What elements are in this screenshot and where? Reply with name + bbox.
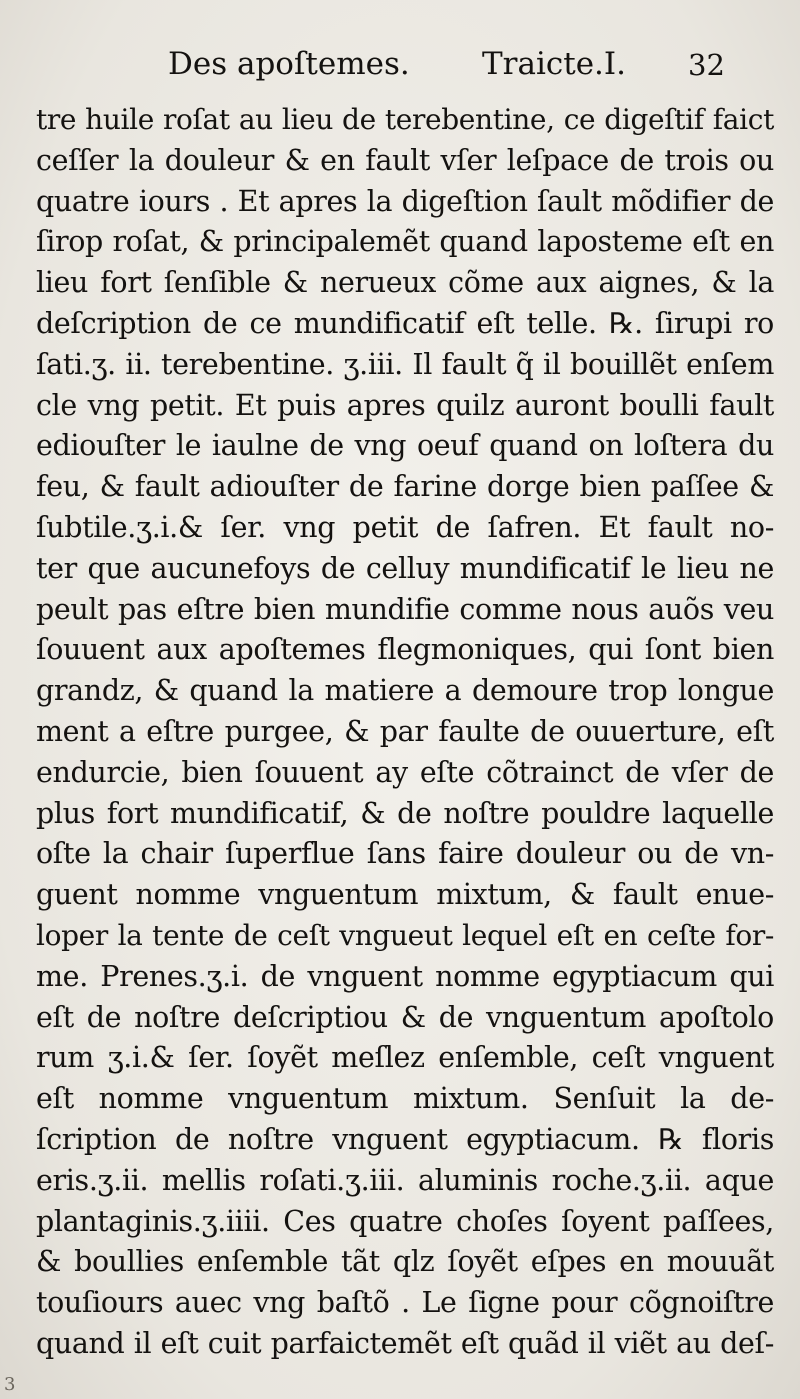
text-line: quatre iours . Et apres la digeſtion ſault mõdifier de [36, 184, 774, 218]
text-line: peult pas eſtre bien mundifie comme nous auõs veu [36, 592, 774, 626]
page-number: 32 [688, 48, 725, 82]
text-line: ſati.ʒ. ii. terebentine. ʒ.iii. Il fault q̃ il bouillẽt enſem [36, 347, 774, 381]
text-line: me. Prenes.ʒ.i. de vnguent nomme egyptiacum qui [36, 959, 774, 993]
text-line: ter que aucunefoys de celluy mundificatif le lieu ne [36, 551, 774, 585]
header-title: Des apoſtemes. [168, 46, 410, 82]
text-line: cle vng petit. Et puis apres quilz auront boulli fault [36, 388, 774, 422]
text-line: & boullies enſemble tãt qlz ſoyẽt eſpes en mouuãt [36, 1245, 774, 1279]
body-text [36, 100, 774, 1365]
text-line: quand il eſt cuit parfaictemẽt eſt quãd il viẽt au deſ- [36, 1326, 774, 1360]
text-line: eris.ʒ.ii. mellis roſati.ʒ.iii. aluminis roche.ʒ.ii. aque [36, 1163, 774, 1197]
text-line: eſt de noſtre deſcriptiou & de vnguentum apoſtolo [36, 1000, 774, 1034]
text-line: tre huile roſat au lieu de terebentine, ce digeſtif faict [36, 103, 774, 136]
text-line: ſirop roſat, & principalemẽt quand laposteme eſt en [36, 225, 774, 259]
text-line: lieu fort ſenſible & nerueux cõme aux aignes, & la [36, 266, 774, 300]
text-line: plantaginis.ʒ.iiii. Ces quatre choſes ſoyent paſſees, [36, 1204, 774, 1238]
text-line: grandz, & quand la matiere a demoure trop longue [36, 674, 774, 708]
text-line: oſte la chair ſuperflue ſans faire douleur ou de vn- [36, 837, 774, 871]
text-line: ceſſer la douleur & en fault vſer leſpace de trois ou [36, 143, 774, 177]
text-line: ſubtile.ʒ.i.& ſer. vng petit de ſafren. Et fault no- [36, 510, 774, 544]
text-line: guent nomme vnguentum mixtum, & fault enue- [36, 878, 774, 912]
text-line: endurcie, bien ſouuent ay eſte cõtrainct de vſer de [36, 755, 774, 789]
running-header [0, 46, 800, 90]
text-line: ment a eſtre purgee, & par faulte de ouuerture, eſt [36, 714, 774, 748]
text-line: rum ʒ.i.& ſer. ſoyẽt meſlez enſemble, ceſt vnguent [36, 1041, 774, 1075]
text-line: ſouuent aux apoſtemes flegmoniques, qui ſont bien [36, 633, 774, 667]
text-line: ediouſter le iaulne de vng oeuf quand on loſtera du [36, 429, 774, 463]
gathering-mark: 3 [4, 1374, 16, 1395]
header-section: Traicte.I. [482, 46, 627, 82]
text-line: loper la tente de ceſt vngueut lequel eſt en ceſte for- [36, 918, 774, 952]
text-line: deſcription de ce mundificatif eſt telle. ℞. ſirupi ro [36, 306, 774, 340]
text-line: eſt nomme vnguentum mixtum. Senſuit la de- [36, 1082, 774, 1116]
text-line: touſiours auec vng baſtõ . Le ſigne pour cõgnoiſtre [36, 1286, 774, 1320]
text-line: feu, & fault adiouſter de farine dorge bien paſſee & [36, 470, 774, 504]
text-line: ſcription de noſtre vnguent egyptiacum. ℞ floris [36, 1122, 774, 1156]
text-line: plus fort mundificatif, & de noſtre pouldre laquelle [36, 796, 774, 830]
